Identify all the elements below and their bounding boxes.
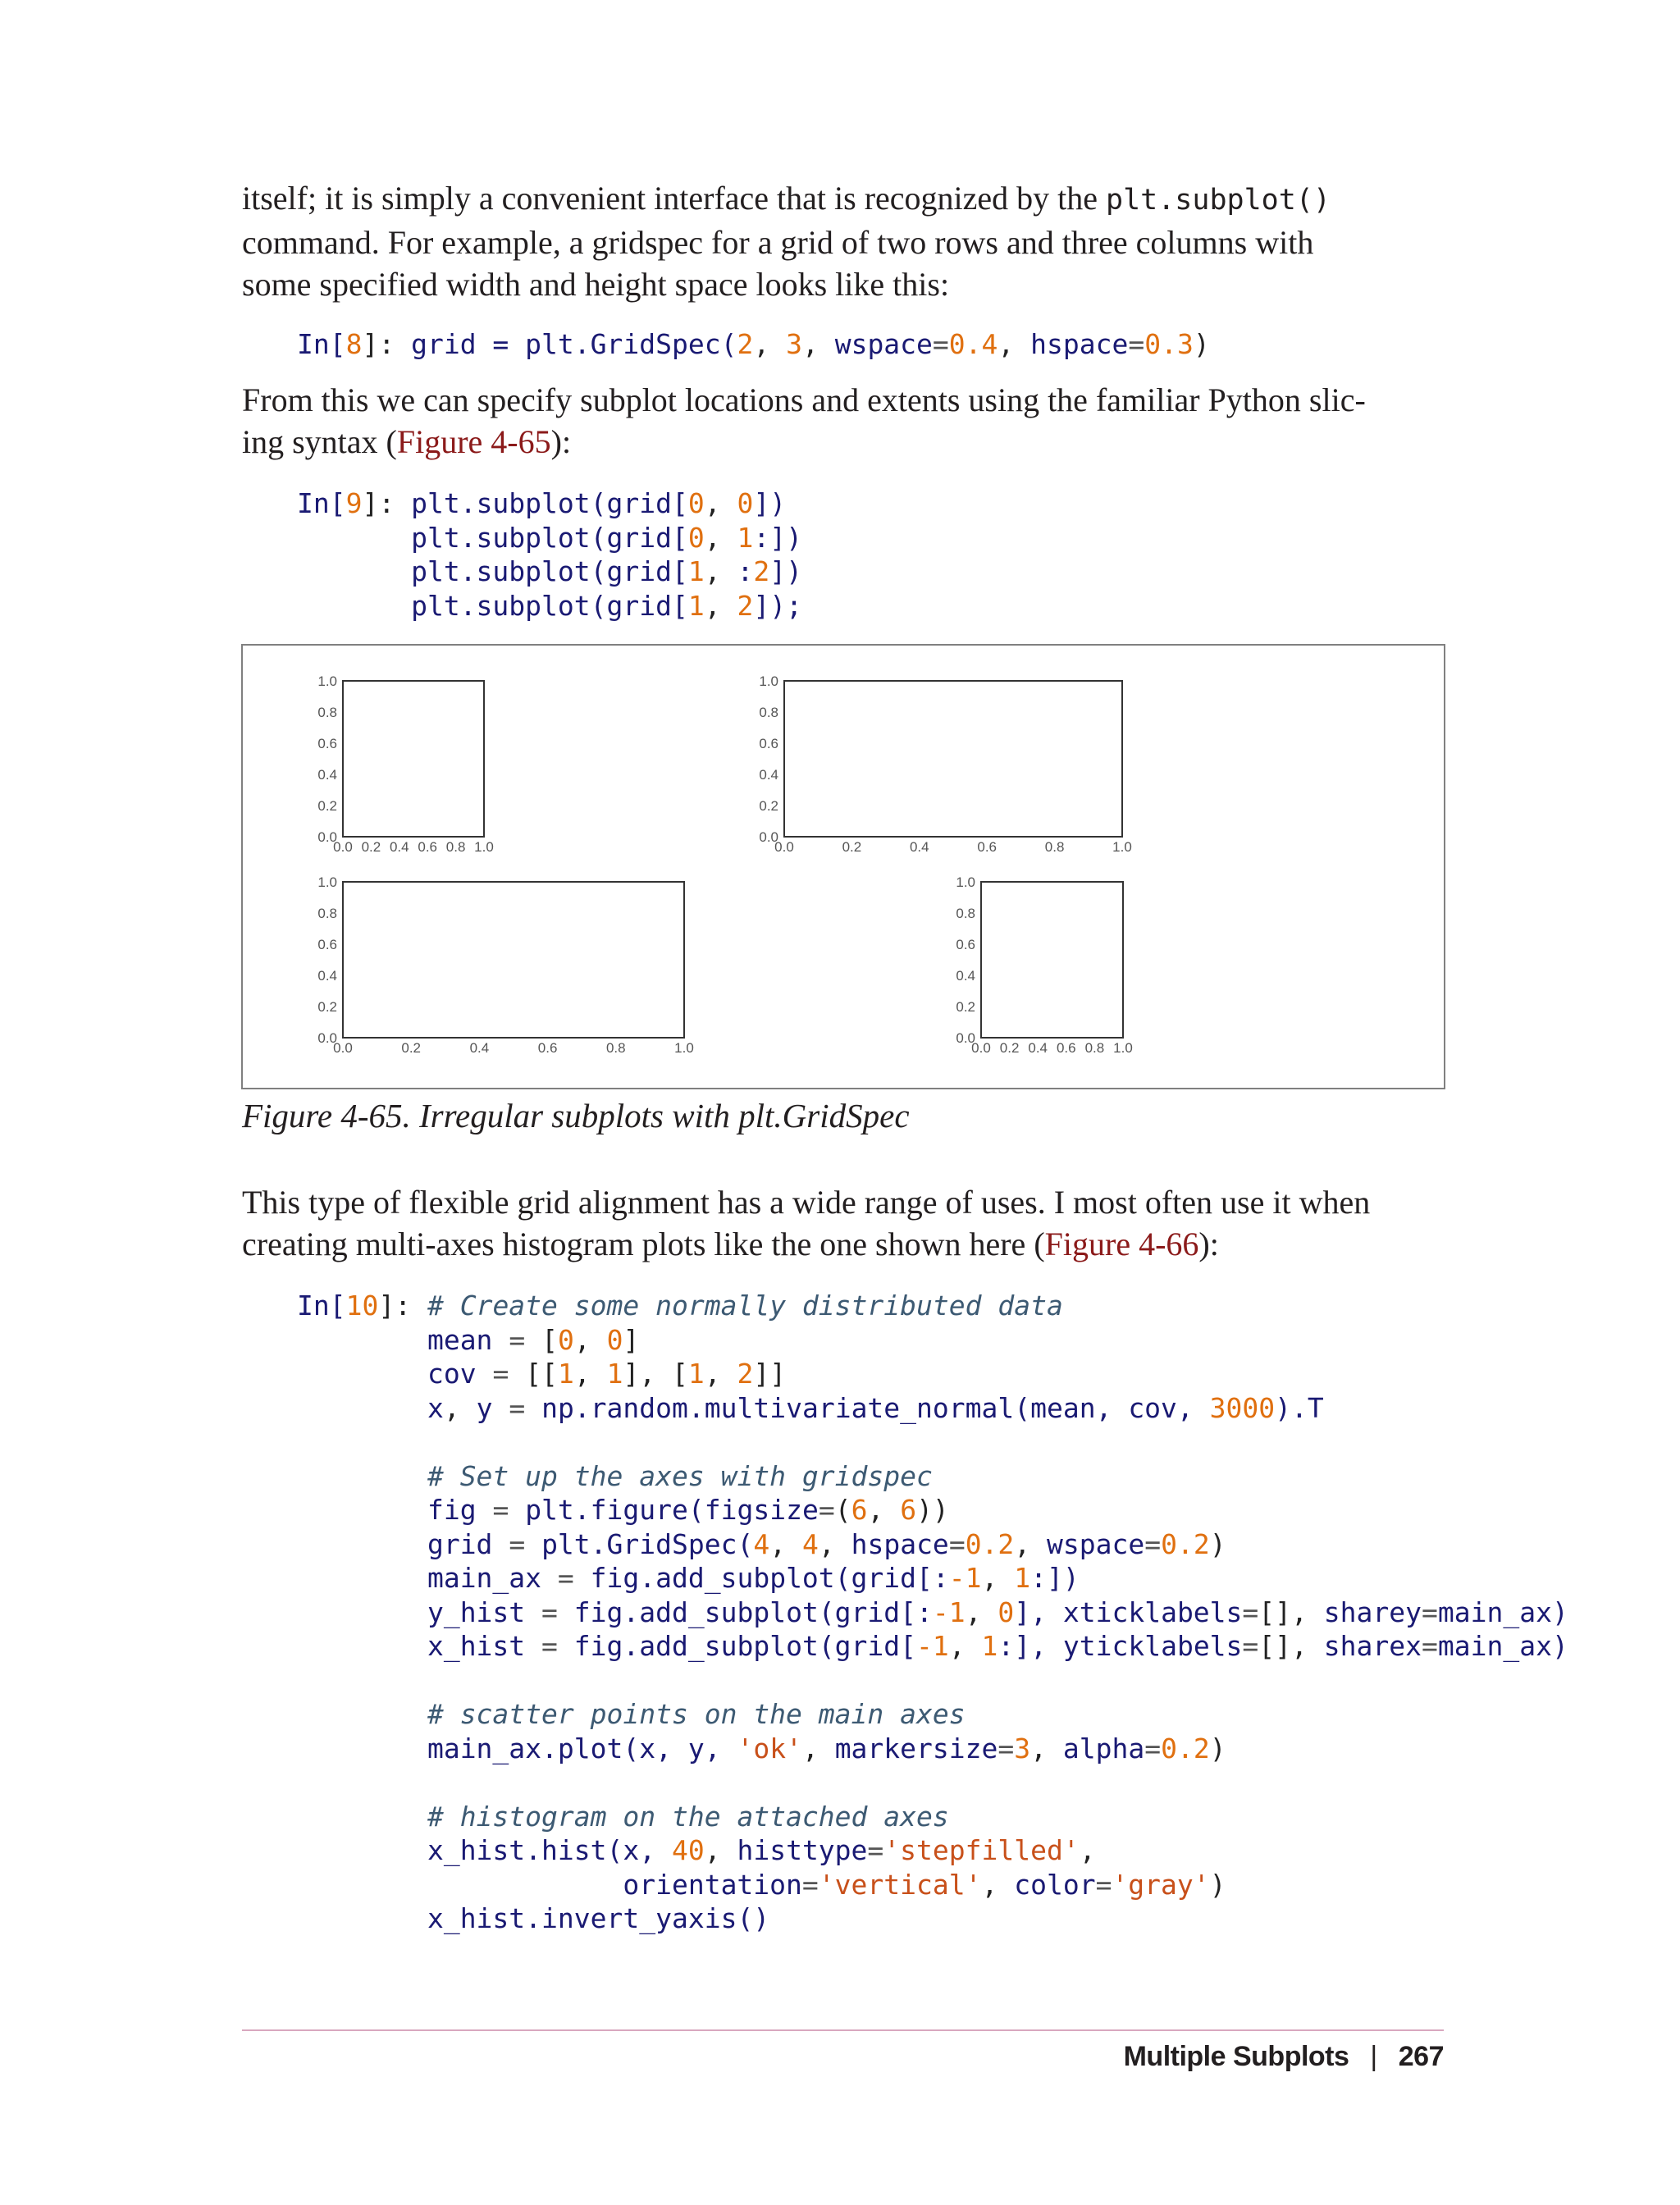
y-tick-label: 0.6	[317, 937, 337, 952]
axes-frame	[981, 882, 1123, 1038]
para3-line1: This type of flexible grid alignment has a wide range of uses. I most often use it when	[242, 1184, 1371, 1221]
footer-rule	[242, 2029, 1444, 2031]
x-tick-label: 0.8	[605, 1040, 626, 1056]
code-number: 0.3	[1144, 328, 1194, 360]
figure-4-65-link[interactable]: Figure 4-65	[396, 423, 551, 460]
y-tick-label: 0.8	[956, 906, 975, 921]
y-tick-label: 0.8	[317, 705, 337, 720]
subplot-top-left	[317, 673, 493, 855]
code-text: grid = plt.GridSpec(	[411, 328, 737, 360]
x-tick-label: 0.6	[537, 1040, 558, 1056]
page-number: 267	[1398, 2041, 1444, 2072]
intro-line3: some specified width and height space looks like this:	[242, 266, 950, 303]
subplot-bottom-left	[317, 874, 693, 1056]
x-tick-label: 0.6	[1056, 1040, 1076, 1056]
y-tick-label: 0.6	[956, 937, 975, 952]
para3-tail: ):	[1198, 1226, 1219, 1262]
subplots-figure	[243, 646, 1444, 1088]
y-tick-label: 1.0	[759, 673, 778, 689]
x-tick-label: 0.0	[774, 839, 794, 855]
x-tick-label: 0.4	[469, 1040, 490, 1056]
code-prompt-number: 9	[345, 487, 363, 519]
code-prompt-number: 10	[345, 1290, 379, 1322]
x-tick-label: 0.0	[971, 1040, 991, 1056]
footer-section-title: Multiple Subplots	[1123, 2041, 1349, 2072]
y-tick-label: 0.2	[759, 798, 778, 814]
intro-line1: itself; it is simply a convenient interface that is recognized by the	[242, 180, 1098, 217]
code-comment: # scatter points on the main axes	[427, 1698, 966, 1730]
code-prompt-close: ]:	[362, 328, 412, 360]
y-tick-label: 0.4	[956, 968, 975, 984]
paragraph-3	[242, 1181, 1444, 1265]
y-tick-label: 0.0	[317, 829, 337, 845]
x-tick-label: 0.2	[401, 1040, 422, 1056]
y-tick-label: 0.6	[759, 736, 778, 751]
code-comment: # Create some normally distributed data	[427, 1290, 1063, 1322]
y-tick-label: 0.4	[759, 767, 778, 783]
code-block-in9: In[9]: plt.subplot(grid[0, 0]) plt.subplot(grid[0, 1:]) plt.subplot(grid[1, :2]) plt.subplot(grid[1, 2]);	[297, 487, 802, 622]
subplot-bottom-right	[956, 874, 1132, 1056]
code-keyword-arg: hspace	[1030, 328, 1129, 360]
code-prompt-number: 8	[345, 328, 363, 360]
code-block-in8: In[8]: grid = plt.GridSpec(2, 3, wspace=0.4, hspace=0.3)	[297, 328, 1210, 360]
x-tick-label: 0.8	[445, 839, 466, 855]
para3-line2: creating multi-axes histogram plots like the one shown here (	[242, 1226, 1045, 1262]
y-tick-label: 0.8	[317, 906, 337, 921]
x-tick-label: 0.2	[999, 1040, 1020, 1056]
figure-4-66-link[interactable]: Figure 4-66	[1044, 1226, 1199, 1262]
y-tick-label: 0.4	[317, 968, 337, 984]
y-tick-label: 0.6	[317, 736, 337, 751]
axes-layer	[317, 673, 1132, 1056]
x-tick-label: 0.2	[361, 839, 381, 855]
x-tick-label: 0.4	[909, 839, 929, 855]
axes-frame	[784, 681, 1122, 837]
code-block-in10: In[10]: # Create some normally distributed data mean = [0, 0] cov = [[1, 1], [1, 2]] x, y = np.random.multivariate_normal(mean, cov, 3000).T # Set up the axes with gridspec fig = plt.figure(figsize=(6, 6)) grid = plt.GridSpec(4, 4, hspace=0.2, wspace=0.2) main_ax = fig.add_subplot(grid[:-1, 1:]) y_hist = fig.add_subplot(grid[:-1, 0], xticklabels=[], sharey=main_ax) x_hist = fig.add_subplot(grid[-1, 1:], yticklabels=[], sharex=main_ax) # scatter points on the main axes main_ax.plot(x, y, 'ok', markersize=3, alpha=0.2) # histogram on the attached axes x_hist.hist(x, 40, histtype='stepfilled', orientation='vertical', color='gray') x_hist.invert_yaxis()	[297, 1290, 1568, 1934]
y-tick-label: 0.2	[956, 999, 975, 1015]
para2-tail: ):	[550, 423, 572, 460]
x-tick-label: 0.0	[333, 839, 353, 855]
axes-frame	[343, 681, 484, 837]
figure-caption: Figure 4-65. Irregular subplots with plt.GridSpec	[242, 1097, 910, 1134]
x-tick-label: 0.4	[1028, 1040, 1048, 1056]
para2-line1: From this we can specify subplot locations and extents using the familiar Python slic-	[242, 381, 1366, 418]
code-number: 2	[737, 328, 754, 360]
paragraph-2	[242, 379, 1444, 463]
code-prompt: In[	[297, 328, 346, 360]
axes-frame	[343, 882, 684, 1038]
intro-line2: command. For example, a gridspec for a grid of two rows and three columns with	[242, 224, 1314, 261]
x-tick-label: 0.4	[389, 839, 409, 855]
y-tick-label: 1.0	[317, 673, 337, 689]
x-tick-label: 0.8	[1044, 839, 1065, 855]
y-tick-label: 1.0	[317, 874, 337, 890]
y-tick-label: 0.0	[759, 829, 778, 845]
code-comment: # Set up the axes with gridspec	[427, 1459, 933, 1492]
x-tick-label: 0.0	[333, 1040, 353, 1056]
x-tick-label: 1.0	[674, 1040, 694, 1056]
page-footer	[1124, 2041, 1444, 2073]
footer-separator: |	[1370, 2041, 1377, 2072]
x-tick-label: 0.8	[1084, 1040, 1105, 1056]
x-tick-label: 1.0	[1113, 1040, 1133, 1056]
code-number: 3	[786, 328, 802, 360]
x-tick-label: 0.2	[842, 839, 862, 855]
y-tick-label: 0.0	[317, 1030, 337, 1046]
y-tick-label: 1.0	[956, 874, 975, 890]
intro-paragraph	[242, 177, 1444, 305]
y-tick-label: 0.0	[956, 1030, 975, 1046]
x-tick-label: 1.0	[1112, 839, 1132, 855]
code-comment: # histogram on the attached axes	[427, 1800, 949, 1833]
x-tick-label: 0.6	[977, 839, 998, 855]
y-tick-label: 0.2	[317, 798, 337, 814]
inline-code-subplot: plt.subplot()	[1106, 184, 1331, 217]
y-tick-label: 0.2	[317, 999, 337, 1015]
code-number: 0.4	[948, 328, 998, 360]
y-tick-label: 0.8	[759, 705, 778, 720]
subplot-top-right	[759, 673, 1131, 855]
figure-4-65	[241, 644, 1445, 1089]
x-tick-label: 0.6	[418, 839, 438, 855]
code-keyword-arg: wspace	[834, 328, 933, 360]
para2-line2: ing syntax (	[242, 423, 397, 460]
y-tick-label: 0.4	[317, 767, 337, 783]
x-tick-label: 1.0	[474, 839, 494, 855]
